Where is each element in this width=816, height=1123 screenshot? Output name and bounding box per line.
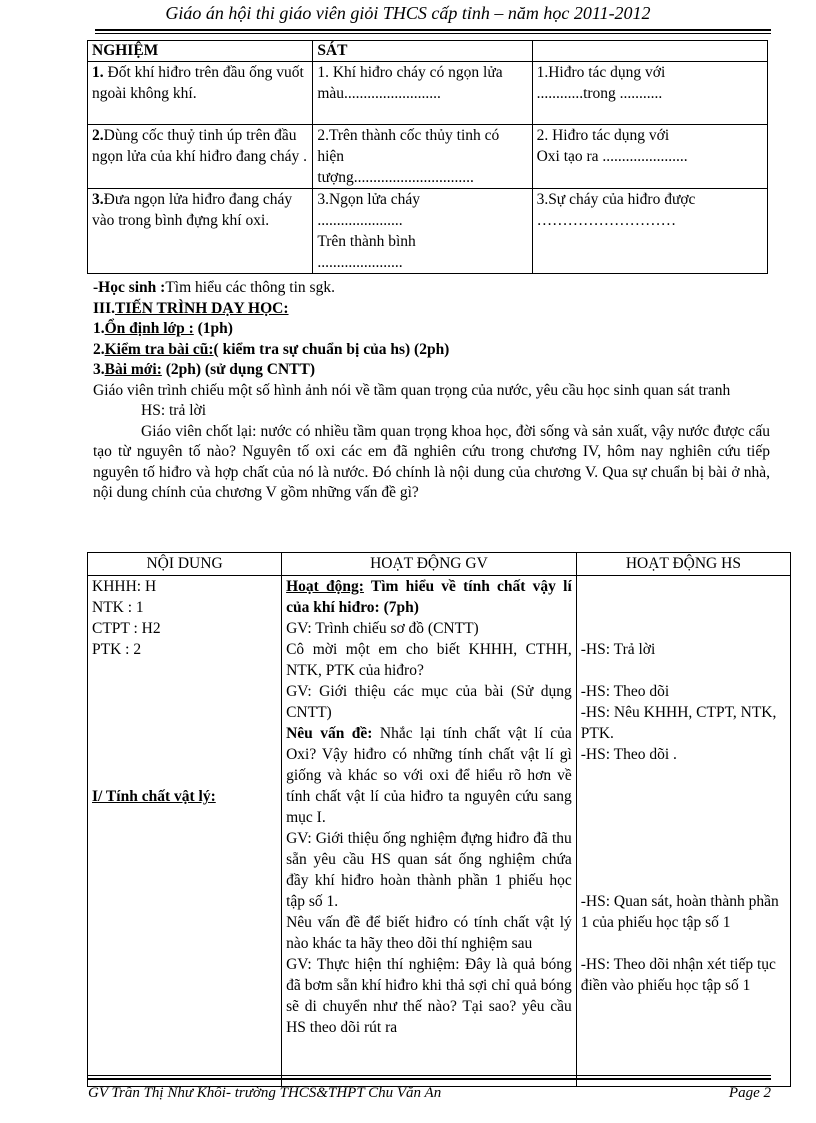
observation-blank: ...................... [317, 212, 403, 229]
table-row [88, 576, 791, 1087]
page-number: Page 2 [728, 1085, 771, 1101]
section-title: TIẾN TRÌNH DẠY HỌC: [114, 299, 289, 317]
student-text: Tìm hiểu các thông tin sgk. [165, 279, 335, 296]
step-rest: (2ph) (sử dụng CNTT) [161, 361, 316, 378]
paragraph: Giáo viên chốt lại: nước có nhiều tầm quan trọng khoa học, đời sống và sản xuất, vậy nước được cấu tạo từ nguyên tố nào? Nguyên tố oxi các em đã nghiên cứu trong chương IV, hôm nay nghiên cứu tiếp nguyên tố hiđro và hợp chất của nó là nước. Đó chính là nội dung của chương V. Qua sự chuẩn bị bài ở nhà, nội dung chính của chương V gồm những vấn đề gì? [93, 422, 770, 501]
observation-blank: tượng............................... [317, 169, 474, 186]
header-cell: NỘI DUNG [88, 553, 282, 576]
student-activity-cell [576, 576, 790, 1087]
experiment-cell [88, 189, 313, 274]
gv-line: GV: Giới thiệu các mục của bài (Sử dụng CNTT) [286, 683, 572, 721]
section-number: III. [93, 299, 115, 317]
step-text: Đốt khí hiđro trên đầu ống vuốt ngoài không khí. [92, 64, 304, 102]
header-rule [95, 29, 771, 31]
observation-blank: ...................... [317, 254, 403, 271]
step-text: Dùng cốc thuỷ tinh úp trên đầu ngọn lửa của khí hiđro đang cháy . [92, 127, 308, 165]
page-header: Giáo án hội thi giáo viên giỏi THCS cấp tỉnh – năm học 2011-2012 [165, 3, 651, 23]
step-title: Ổn định lớp : [104, 320, 194, 337]
experiment-table [87, 40, 768, 274]
activity-table [87, 552, 791, 1087]
conclusion-blank: ............trong ........... [536, 85, 663, 102]
lesson-intro [93, 278, 770, 504]
activity-heading [286, 576, 572, 618]
hs-line: -HS: Theo dõi [580, 683, 670, 700]
hs-line: -HS: Trả lời [580, 641, 656, 658]
conclusion-cell: 3.Sự cháy của hiđro được ……………………… [532, 189, 767, 274]
gv-line: Cô mời một em cho biết KHHH, CTHH, NTK, PTK của hiđro? [286, 641, 572, 679]
conclusion-cell [532, 125, 767, 189]
content-line: NTK : 1 [92, 599, 144, 616]
paragraph: Giáo viên trình chiếu một số hình ảnh nói về tầm quan trọng của nước, yêu cầu học sinh quan sát tranh [93, 381, 731, 399]
hs-line: -HS: Theo dõi nhận xét tiếp tục điền vào phiếu học tập số 1 [580, 956, 776, 994]
issue-text: Nhắc lại tính chất vật lí của Oxi? Vậy hiđro có những tính chất vật lí gì giống và khác so với oxi để hiểu rõ hơn về tính chất vật lí của hiđro ta nguyên cứu sang mục I. [286, 725, 572, 826]
experiment-cell [88, 62, 313, 125]
step-number: 1. [92, 64, 104, 81]
header-cell: HOẠT ĐỘNG HS [576, 553, 790, 576]
gv-line: GV: Thực hiện thí nghiệm: Đây là quả bóng đã bơm sẵn khí hiđro khi thả sợi chỉ quả bóng sẽ di chuyển như thế nào? Tại sao? yêu cầu HS theo dõi rút ra [286, 956, 572, 1036]
observation-cell [313, 125, 532, 189]
gv-issue [286, 723, 572, 828]
step-num: 1. [93, 320, 105, 337]
step-rest: (1ph) [193, 320, 233, 337]
observation-cell: 1. Khí hiđro cháy có ngọn lửa màu......................... [313, 62, 532, 125]
table-row [88, 125, 768, 189]
table-row [88, 189, 768, 274]
step-number: 3. [92, 191, 104, 208]
observation-cell [313, 189, 532, 274]
step-num: 2. [93, 340, 105, 358]
hs-line: -HS: Nêu KHHH, CTPT, NTK, PTK. [580, 704, 777, 742]
table-row [88, 62, 768, 125]
gv-line: GV: Trình chiếu sơ đồ (CNTT) [286, 620, 479, 637]
conclusion-text: 2. Hiđro tác dụng với [536, 127, 670, 144]
step-text: Đưa ngọn lửa hiđro đang cháy vào trong bình đựng khí oxi. [92, 191, 293, 229]
step-num: 3. [93, 361, 105, 378]
step-title: Bài mới: [104, 361, 162, 378]
step-title: Kiểm tra bài cũ: [104, 340, 214, 358]
hs-line: -HS: Theo dõi . [580, 746, 677, 763]
gv-line: Nêu vấn đề để biết hiđro có tính chất vật lý nào khác ta hãy theo dõi thí nghiệm sau [286, 914, 572, 952]
teacher-activity-cell [282, 576, 577, 1087]
paragraph: HS: trả lời [141, 402, 207, 419]
header-rule-thin [95, 33, 771, 34]
step-rest: ( kiểm tra sự chuẩn bị của hs) (2ph) [213, 340, 450, 358]
header-cell: NGHIỆM [88, 41, 313, 62]
issue-label: Nêu vấn đề: [286, 725, 373, 742]
footer-author: GV Trần Thị Như Khôi- trường THCS&THPT Chu Văn An [88, 1085, 442, 1101]
gv-line: GV: Giới thiệu ống nghiệm đựng hiđro đã thu sẵn yêu cầu HS quan sát ống nghiệm chứa đầy khí hiđro hoàn thành phần 1 phiếu học tập số 1. [286, 830, 572, 910]
step-heading-2 [93, 340, 770, 361]
conclusion-blank: Oxi tạo ra ...................... [536, 148, 688, 165]
step-heading-3 [93, 360, 770, 381]
header-cell: SÁT [313, 41, 532, 62]
hs-line: -HS: Quan sát, hoàn thành phần 1 của phiếu học tập số 1 [580, 893, 779, 931]
content-line: CTPT : H2 [92, 620, 161, 637]
content-cell [88, 576, 282, 1087]
conclusion-text: 1.Hiđro tác dụng với [536, 64, 666, 81]
table-header-row [88, 553, 791, 576]
step-number: 2. [92, 127, 104, 144]
table-header-row [88, 41, 768, 62]
header-cell [532, 41, 767, 62]
footer-rule [88, 1078, 771, 1080]
student-prep [93, 278, 770, 299]
content-line: PTK : 2 [92, 641, 142, 658]
header-cell: HOẠT ĐỘNG GV [282, 553, 577, 576]
student-label: -Học sinh : [93, 279, 166, 296]
observation-text: Trên thành bình [317, 233, 416, 250]
activity-text: Tìm hiểu về tính chất vậy lí của khí hiđro: (7ph) [286, 578, 572, 616]
step-heading-1 [93, 319, 770, 340]
observation-text: 2.Trên thành cốc thủy tinh có hiện [317, 127, 500, 165]
section-heading [93, 299, 770, 320]
observation-text: 3.Ngọn lửa cháy [317, 191, 420, 208]
content-line: KHHH: H [92, 578, 157, 595]
conclusion-cell [532, 62, 767, 125]
footer-rule-thin [88, 1075, 771, 1076]
activity-label: Hoạt động: [286, 578, 364, 595]
section-title: I/ Tính chất vật lý: [92, 788, 216, 805]
experiment-cell [88, 125, 313, 189]
